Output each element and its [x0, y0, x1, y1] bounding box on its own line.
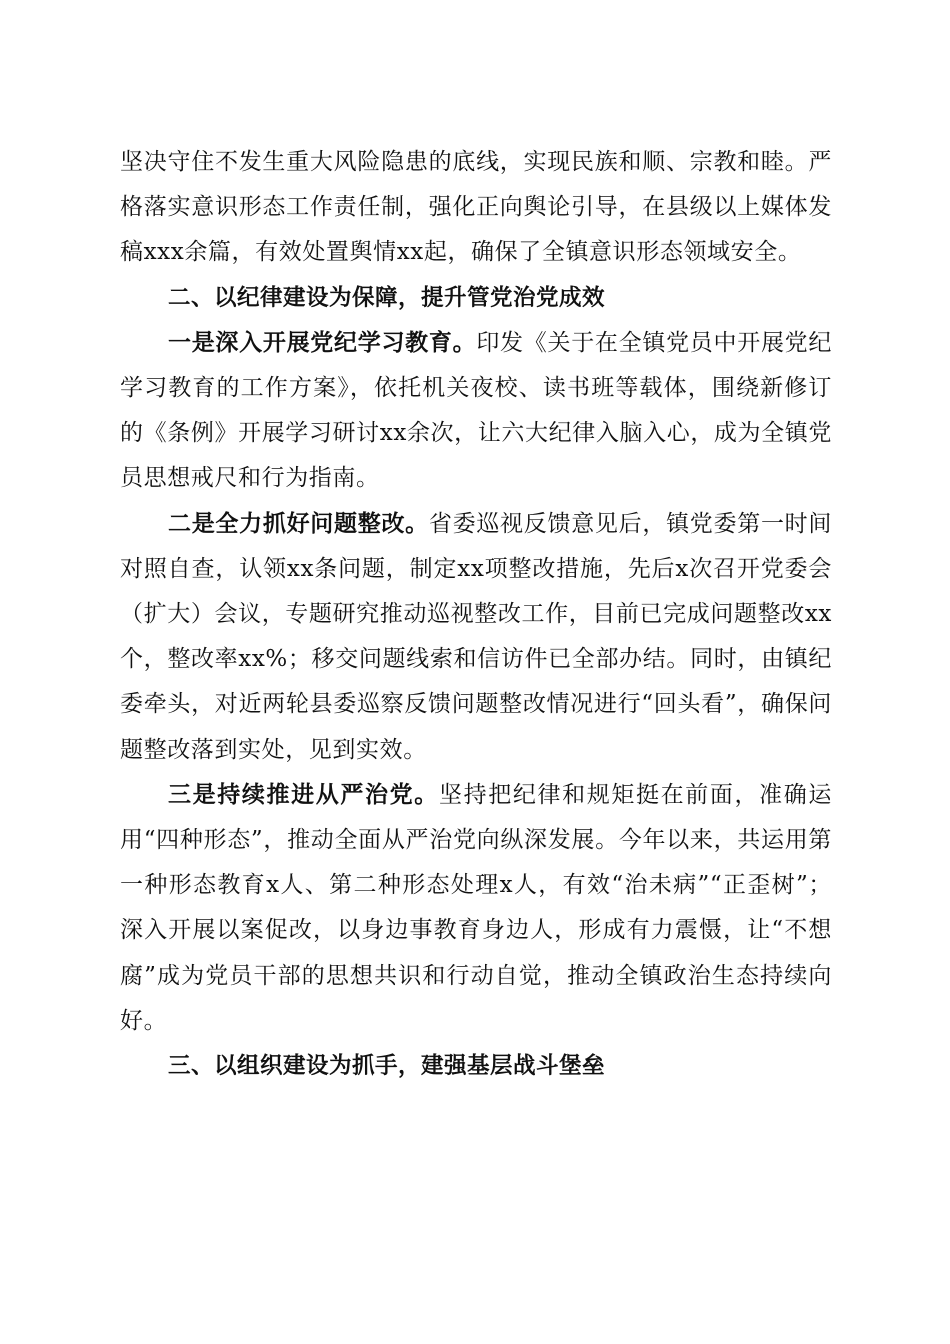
item-1-lead: 一是深入开展党纪学习教育。 — [168, 329, 477, 356]
item-3-lead: 三是持续推进从严治党。 — [168, 781, 439, 808]
section-three-heading: 三、以组织建设为抓手，建强基层战斗堡垒 — [168, 1053, 606, 1080]
item-3-body: 坚持把纪律和规矩挺在前面，准确运用“四种形态”，推动全面从严治党向纵深发展。今年以来，共运用第一种形态教育x人、第二种形态处理x人，有效“治未病”“正歪树”；深入开展以案促改，以身边事教育身边人，形成有力震慑，让“不想腐”成为党员干部的思想共识和行动自觉，推动全镇政治生态持续向好。 — [120, 781, 832, 1034]
document-body — [120, 140, 832, 1089]
continuation-paragraph: 坚决守住不发生重大风险隐患的底线，实现民族和顺、宗教和睦。严格落实意识形态工作责任制，强化正向舆论引导，在县级以上媒体发稿xxx余篇，有效处置舆情xx起，确保了全镇意识形态领域安全。 — [120, 149, 832, 266]
section-two-item-3 — [120, 773, 832, 1044]
section-two-heading: 二、以纪律建设为保障，提升管党治党成效 — [168, 284, 606, 311]
section-two-item-1 — [120, 321, 832, 502]
item-2-body: 省委巡视反馈意见后，镇党委第一时间对照自查，认领xx条问题，制定xx项整改措施，先后x次召开党委会（扩大）会议，专题研究推动巡视整改工作，目前已完成问题整改xx个，整改率xx%；移交问题线索和信访件已全部办结。同时，由镇纪委牵头，对近两轮县委巡察反馈问题整改情况进行“回头看”，确保问题整改落到实处，见到实效。 — [120, 510, 832, 763]
section-two-item-2 — [120, 502, 832, 773]
item-1-body: 印发《关于在全镇党员中开展党纪学习教育的工作方案》，依托机关夜校、读书班等载体，围绕新修订的《条例》开展学习研讨xx余次，让六大纪律入脑入心，成为全镇党员思想戒尺和行为指南。 — [120, 329, 832, 492]
item-2-lead: 二是全力抓好问题整改。 — [168, 510, 429, 537]
